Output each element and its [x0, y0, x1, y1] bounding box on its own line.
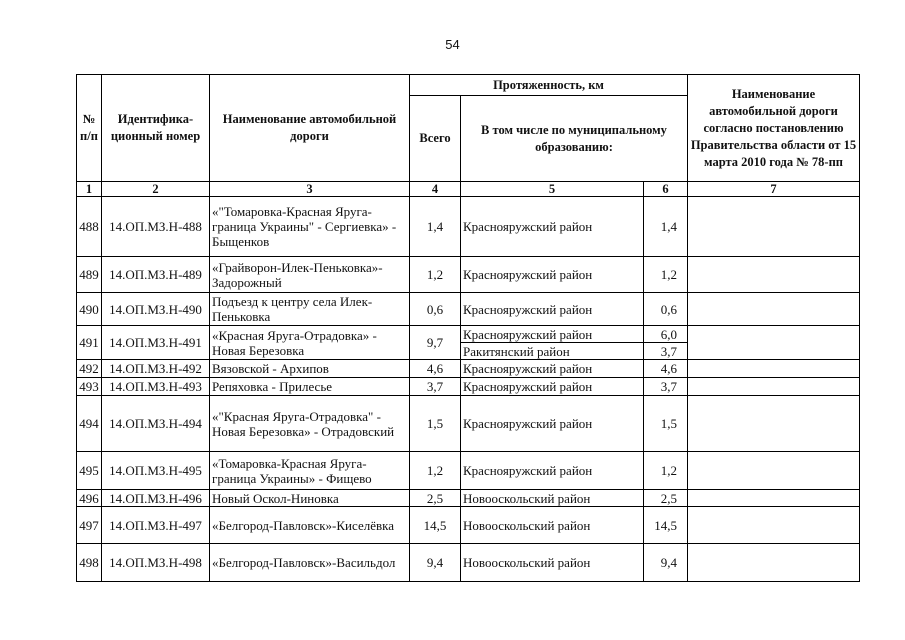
road-identifier: 14.ОП.МЗ.Н-497 — [102, 507, 210, 544]
length-total: 1,5 — [410, 396, 461, 452]
district-length: 1,4 — [644, 197, 688, 257]
district-length: 3,7 — [644, 343, 688, 360]
road-name: «"Томаровка-Красная Яруга-граница Украины" - Сергиевка» - Быщенков — [210, 197, 410, 257]
road-identifier: 14.ОП.МЗ.Н-493 — [102, 378, 210, 396]
column-number: 6 — [644, 182, 688, 197]
road-name: «Красная Яруга-Отрадовка» - Новая Березовка — [210, 326, 410, 360]
table-row — [77, 257, 860, 293]
row-number: 497 — [77, 507, 102, 544]
district-name: Новооскольский район — [461, 544, 644, 582]
length-total: 3,7 — [410, 378, 461, 396]
road-name: Подъезд к центру села Илек-Пеньковка — [210, 293, 410, 326]
table-row — [77, 452, 860, 490]
column-number: 7 — [688, 182, 860, 197]
district-length: 6,0 — [644, 326, 688, 343]
road-identifier: 14.ОП.МЗ.Н-496 — [102, 490, 210, 507]
road-name: Репяховка - Прилесье — [210, 378, 410, 396]
road-identifier: 14.ОП.МЗ.Н-492 — [102, 360, 210, 378]
district-name: Краснояружский район — [461, 396, 644, 452]
length-total: 1,4 — [410, 197, 461, 257]
row-number: 491 — [77, 326, 102, 360]
district-name: Краснояружский район — [461, 293, 644, 326]
decree-name — [688, 490, 860, 507]
decree-name — [688, 293, 860, 326]
table-body — [77, 197, 860, 582]
district-name: Краснояружский район — [461, 326, 644, 343]
road-name: «"Красная Яруга-Отрадовка" - Новая Березовка» - Отрадовский — [210, 396, 410, 452]
table-row — [77, 360, 860, 378]
column-number: 4 — [410, 182, 461, 197]
row-number: 488 — [77, 197, 102, 257]
decree-name — [688, 360, 860, 378]
district-length: 2,5 — [644, 490, 688, 507]
road-identifier: 14.ОП.МЗ.Н-494 — [102, 396, 210, 452]
road-name: Вязовской - Архипов — [210, 360, 410, 378]
table-row — [77, 490, 860, 507]
district-length: 1,2 — [644, 257, 688, 293]
road-identifier: 14.ОП.МЗ.Н-491 — [102, 326, 210, 360]
district-length: 9,4 — [644, 544, 688, 582]
header-road-name: Наименование автомобильной дороги — [210, 75, 410, 182]
road-name: Новый Оскол-Ниновка — [210, 490, 410, 507]
table-row — [77, 326, 860, 343]
road-identifier: 14.ОП.МЗ.Н-495 — [102, 452, 210, 490]
row-number: 489 — [77, 257, 102, 293]
row-number: 492 — [77, 360, 102, 378]
table-row — [77, 544, 860, 582]
column-number: 2 — [102, 182, 210, 197]
district-name: Краснояружский район — [461, 360, 644, 378]
row-number: 498 — [77, 544, 102, 582]
decree-name — [688, 396, 860, 452]
length-total: 1,2 — [410, 257, 461, 293]
road-name: «Белгород-Павловск»-Киселёвка — [210, 507, 410, 544]
decree-name — [688, 544, 860, 582]
district-length: 0,6 — [644, 293, 688, 326]
row-number: 493 — [77, 378, 102, 396]
length-total: 14,5 — [410, 507, 461, 544]
road-identifier: 14.ОП.МЗ.Н-489 — [102, 257, 210, 293]
table-row — [77, 507, 860, 544]
decree-name — [688, 378, 860, 396]
column-number: 3 — [210, 182, 410, 197]
district-length: 14,5 — [644, 507, 688, 544]
decree-name — [688, 326, 860, 360]
district-length: 1,5 — [644, 396, 688, 452]
column-number-row — [77, 182, 860, 197]
table-row — [77, 396, 860, 452]
district-name: Новооскольский район — [461, 507, 644, 544]
header-length: Протяженность, км — [410, 75, 688, 96]
roads-table — [76, 74, 860, 582]
length-total: 9,7 — [410, 326, 461, 360]
header-total: Всего — [410, 96, 461, 182]
decree-name — [688, 197, 860, 257]
road-name: «Грайворон-Илек-Пеньковка»-Задорожный — [210, 257, 410, 293]
header-num: № п/п — [77, 75, 102, 182]
district-length: 4,6 — [644, 360, 688, 378]
header-decree-name: Наименование автомобильной дороги согласно постановлению Правительства области от 15 марта 2010 года № 78-пп — [688, 75, 860, 182]
table-row — [77, 197, 860, 257]
decree-name — [688, 452, 860, 490]
road-identifier: 14.ОП.МЗ.Н-488 — [102, 197, 210, 257]
length-total: 9,4 — [410, 544, 461, 582]
district-name: Краснояружский район — [461, 378, 644, 396]
length-total: 4,6 — [410, 360, 461, 378]
district-length: 1,2 — [644, 452, 688, 490]
table-row — [77, 378, 860, 396]
district-length: 3,7 — [644, 378, 688, 396]
row-number: 495 — [77, 452, 102, 490]
road-name: «Томаровка-Красная Яруга-граница Украины» - Фищево — [210, 452, 410, 490]
decree-name — [688, 507, 860, 544]
header-identifier: Идентифика-ционный номер — [102, 75, 210, 182]
column-number: 1 — [77, 182, 102, 197]
road-identifier: 14.ОП.МЗ.Н-490 — [102, 293, 210, 326]
district-name: Ракитянский район — [461, 343, 644, 360]
row-number: 496 — [77, 490, 102, 507]
district-name: Краснояружский район — [461, 452, 644, 490]
page-number: 54 — [445, 37, 460, 52]
row-number: 490 — [77, 293, 102, 326]
length-total: 0,6 — [410, 293, 461, 326]
decree-name — [688, 257, 860, 293]
column-number: 5 — [461, 182, 644, 197]
table-row — [77, 293, 860, 326]
road-name: «Белгород-Павловск»-Васильдол — [210, 544, 410, 582]
row-number: 494 — [77, 396, 102, 452]
district-name: Краснояружский район — [461, 197, 644, 257]
road-identifier: 14.ОП.МЗ.Н-498 — [102, 544, 210, 582]
length-total: 1,2 — [410, 452, 461, 490]
district-name: Краснояружский район — [461, 257, 644, 293]
length-total: 2,5 — [410, 490, 461, 507]
header-including: В том числе по муниципальному образованию: — [461, 96, 688, 182]
district-name: Новооскольский район — [461, 490, 644, 507]
